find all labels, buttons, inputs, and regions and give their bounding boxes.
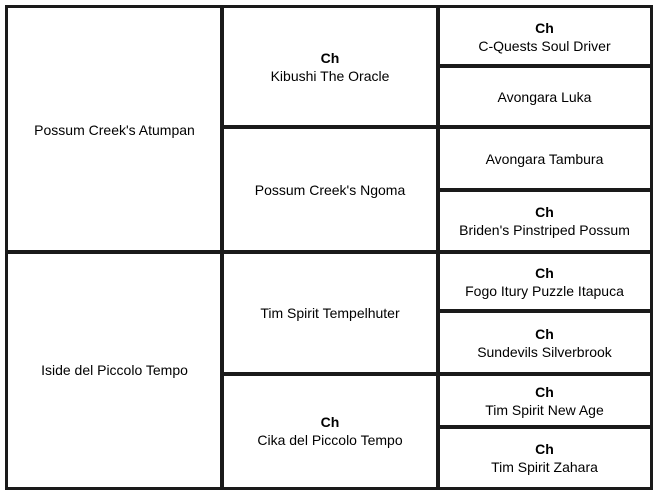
sire-sire-title: Ch bbox=[320, 50, 340, 66]
sire-sire-sire-title: Ch bbox=[535, 19, 554, 36]
pedigree-dam-dam-dam bbox=[436, 425, 653, 490]
pedigree-sire-sire-dam bbox=[436, 64, 653, 129]
dam-dam-dam-name: Tim Spirit Zahara bbox=[491, 458, 598, 475]
pedigree-sire-dam-sire bbox=[436, 125, 653, 192]
pedigree-sire bbox=[5, 5, 224, 254]
sire-sire-name: Kibushi The Oracle bbox=[270, 68, 390, 84]
dam-sire-dam-name: Sundevils Silverbrook bbox=[477, 343, 612, 360]
dam-dam-sire-name: Tim Spirit New Age bbox=[485, 401, 604, 418]
pedigree-dam bbox=[5, 250, 224, 490]
dam-dam-name: Cika del Piccolo Tempo bbox=[257, 432, 403, 448]
sire-dam-sire-name: Avongara Tambura bbox=[485, 150, 604, 167]
pedigree-sire-dam-dam bbox=[436, 188, 653, 254]
pedigree-dam-sire-sire bbox=[436, 250, 653, 313]
dam-sire-dam-title: Ch bbox=[535, 325, 554, 342]
sire-sire-dam-name: Avongara Luka bbox=[497, 88, 592, 105]
pedigree-dam-sire-dam bbox=[436, 309, 653, 376]
pedigree-dam-dam-sire bbox=[436, 372, 653, 429]
sire-name: Possum Creek's Atumpan bbox=[34, 121, 195, 138]
sire-dam-name: Possum Creek's Ngoma bbox=[254, 181, 406, 198]
dam-dam-sire-title: Ch bbox=[535, 383, 554, 400]
pedigree-sire-sire-sire bbox=[436, 5, 653, 68]
dam-sire-name: Tim Spirit Tempelhuter bbox=[260, 305, 400, 321]
dam-name: Iside del Piccolo Tempo bbox=[41, 362, 188, 378]
sire-sire-sire-name: C-Quests Soul Driver bbox=[478, 37, 611, 54]
sire-dam-dam-title: Ch bbox=[535, 204, 554, 220]
sire-dam-dam-name: Briden's Pinstriped Possum bbox=[459, 222, 630, 238]
pedigree-dam-dam bbox=[220, 372, 440, 490]
dam-dam-dam-title: Ch bbox=[535, 440, 554, 457]
pedigree-dam-sire bbox=[220, 250, 440, 376]
dam-sire-sire-name: Fogo Itury Puzzle Itapuca bbox=[465, 282, 624, 299]
pedigree-sire-dam bbox=[220, 125, 440, 254]
dam-dam-title: Ch bbox=[320, 414, 340, 430]
pedigree-sire-sire bbox=[220, 5, 440, 129]
dam-sire-sire-title: Ch bbox=[535, 264, 554, 281]
